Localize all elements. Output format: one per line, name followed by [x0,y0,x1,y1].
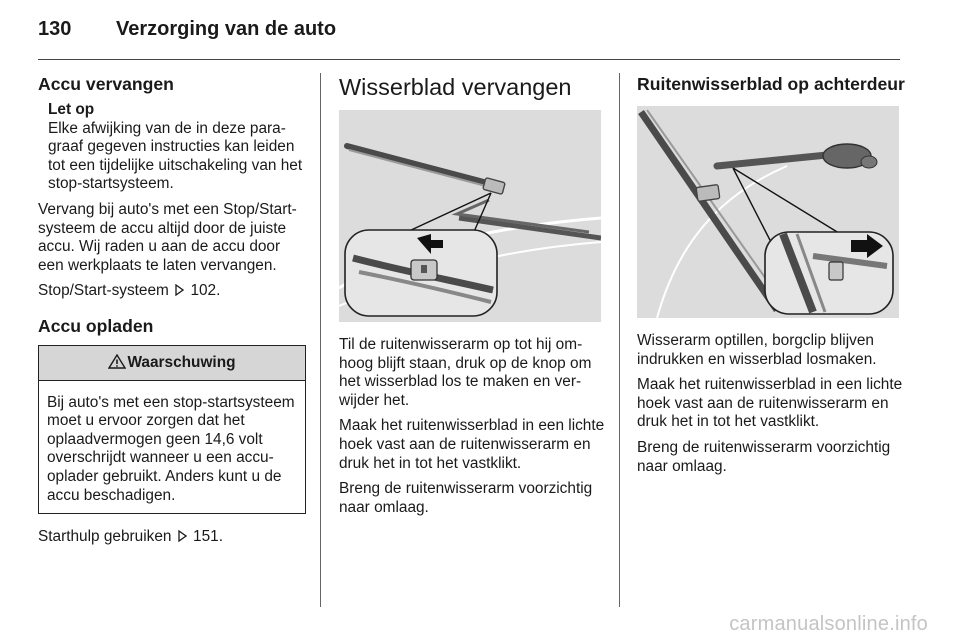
paragraph-wiper-step-1: Til de ruitenwisserarm op tot hij omhoog blijft staan, druk op de knop om het wisserblad los te maken en verwijder het. [339,336,592,409]
paragraph-rear-wiper-step-1: Wisserarm optillen, borgclip blijven indrukken en wisserblad losmaken. [637,332,877,368]
warning-title: Waarschuwing [127,353,236,371]
heading-wisserblad-vervangen: Wisserblad vervangen [339,74,572,100]
page-reference-arrow-icon [178,530,187,542]
watermark: carmanualsonline.info [729,613,928,635]
note-title: Let op [48,101,95,118]
reference-page: 151. [193,528,224,546]
heading-accu-vervangen: Accu vervangen [38,74,174,94]
page-reference-arrow-icon [175,284,184,296]
paragraph-accu-vervangen: Vervang bij auto's met een Stop/Start-systeem de accu altijd door de juiste accu. Wij raden u aan de accu door een werkplaats te laten vervangen. [38,200,297,274]
warning-text: Bij auto's met een stop-startsysteem moet u ervoor zorgen dat het oplaadvermogen geen 14,6 volt overschrijdt wanneer u een accu-oplader gebruikt. Anders kunt u de accu beschadigen. [47,393,295,504]
column-divider-1 [320,73,321,607]
paragraph-wiper-step-2: Maak het ruitenwisserblad in een lichte hoek vast aan de ruitenwisserarm en druk het in tot het vastklikt. [339,417,605,472]
paragraph-rear-wiper-step-2: Maak het ruitenwisserblad in een lichte hoek vast aan de ruitenwisserarm en druk het in tot het vastklikt. [637,376,903,431]
windshield-wiper-illustration [339,110,601,322]
header-rule [38,59,900,60]
reference-page: 102. [190,282,221,300]
page-header [38,18,336,41]
chapter-title: Verzorging van de auto [116,18,337,40]
page-number: 130 [38,18,72,40]
note-text: Elke afwijking van de in deze paragraaf gegeven instructies kan leiden tot een tijdelijke uitschakeling van het stop-startsysteem. [48,119,303,193]
warning-header [39,346,305,381]
column-3 [637,73,905,483]
heading-accu-opladen: Accu opladen [38,315,154,336]
heading-ruitenwisserblad-achterdeur: Ruitenwisserblad op achterdeur [637,74,905,94]
paragraph-rear-wiper-step-3: Breng de ruitenwisserarm voorzichtig naar omlaag. [637,438,891,475]
column-2 [339,73,605,524]
reference-label: Stop/Start-systeem [38,282,169,300]
rear-wiper-illustration [637,106,899,318]
warning-triangle-icon [108,354,126,369]
column-divider-2 [619,73,620,607]
column-1 [38,73,306,554]
warning-box [38,345,306,514]
reference-label: Starthulp gebruiken [38,528,172,546]
cross-reference-starthulp[interactable] [38,528,306,547]
note-block [38,101,306,194]
cross-reference-stop-start[interactable] [38,282,306,301]
paragraph-wiper-step-3: Breng de ruitenwisserarm voorzichtig naar omlaag. [339,480,593,516]
